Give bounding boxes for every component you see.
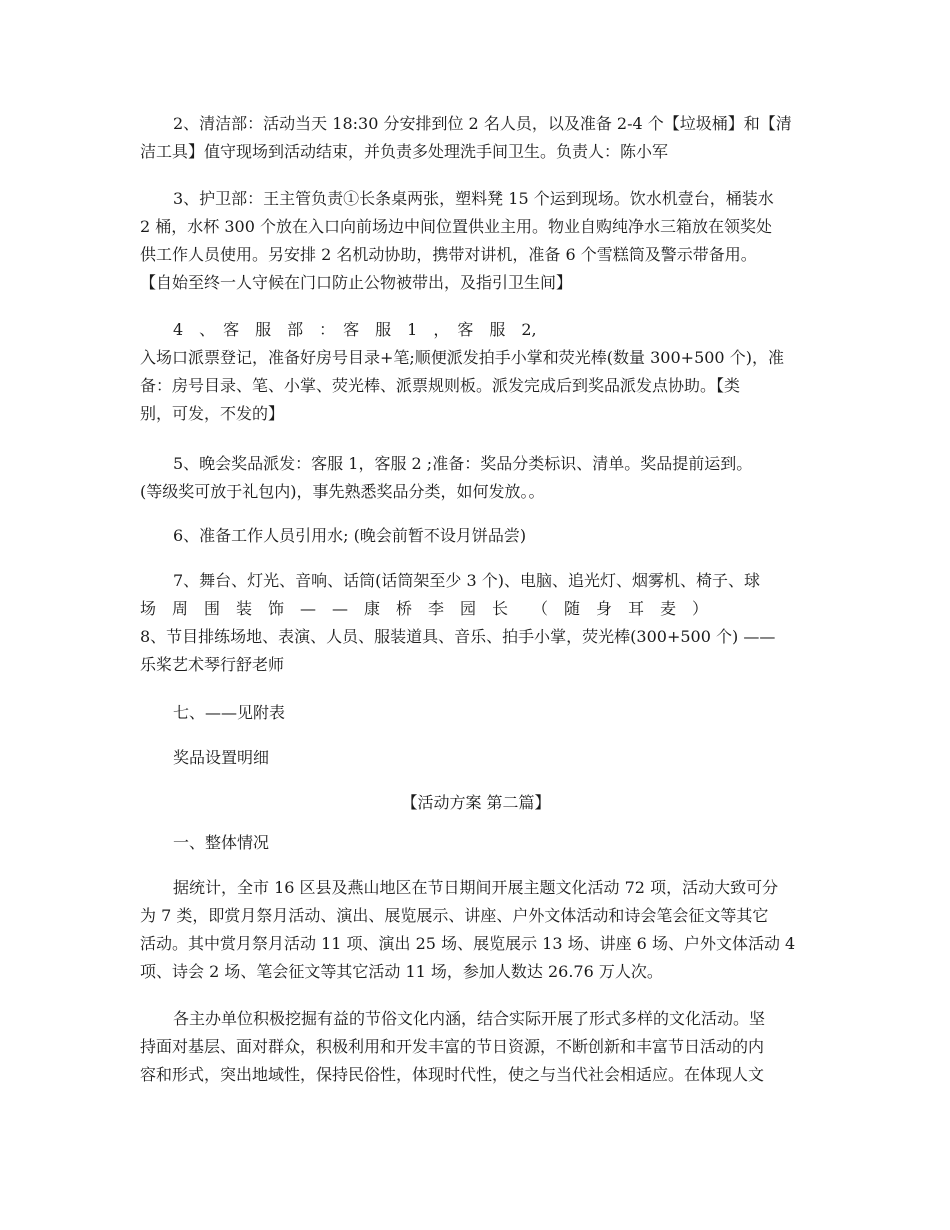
text-line: 各主办单位积极挖掘有益的节俗文化内涵，结合实际开展了形式多样的文化活动。坚 <box>173 1009 766 1028</box>
paragraph-summary <box>140 1005 812 1089</box>
text-line: 2、清洁部：活动当天 18:30 分安排到位 2 名人员，以及准备 2-4 个【垃圾桶】和【清 <box>173 114 792 133</box>
text-line: 4 、 客 服 部 ： 客 服 1 ， 客 服 2, <box>173 320 537 339</box>
text-line: 七、——见附表 <box>173 703 286 722</box>
text-line: 【自始至终一人守候在门口防止公物被带出，及指引卫生间】 <box>140 273 573 292</box>
heading-overview <box>140 829 812 857</box>
paragraph-service-dept <box>140 316 812 428</box>
text-line: 奖品设置明细 <box>173 748 270 767</box>
text-line: 2 桶，水杯 300 个放在入口向前场边中间位置供业主用。物业自购纯净水三箱放在领奖处 <box>140 217 772 236</box>
section-title <box>140 789 812 817</box>
text-line: 5、晚会奖品派发：客服 1，客服 2 ;准备：奖品分类标识、清单。奖品提前运到。 <box>173 454 753 473</box>
paragraph-appendix <box>140 699 812 727</box>
text-line: 项、诗会 2 场、笔会征文等其它活动 11 场，参加人数达 26.76 万人次。 <box>140 962 663 981</box>
text-line: 一、整体情况 <box>173 833 270 852</box>
text-line: 据统计，全市 16 区县及燕山地区在节日期间开展主题文化活动 72 项，活动大致可分 <box>173 878 779 897</box>
text-line: 持面对基层、面对群众，积极利用和开发丰富的节日资源，不断创新和丰富节日活动的内 <box>140 1037 765 1056</box>
paragraph-stage-equipment <box>140 567 812 679</box>
text-line: 场 周 围 装 饰 — — 康 桥 李 园 长 （ 随 身 耳 麦 ） <box>140 599 709 618</box>
text-line: 别，可发，不发的】 <box>140 404 285 423</box>
paragraph-guard-dept <box>140 185 812 297</box>
text-line: 容和形式，突出地域性，保持民俗性，体现时代性，使之与当代社会相适应。在体现人文 <box>140 1065 765 1084</box>
text-line: 备：房号目录、笔、小掌、荧光棒、派票规则板。派发完成后到奖品派发点协助。【类 <box>140 376 741 395</box>
text-line: 洁工具】值守现场到活动结束，并负责多处理洗手间卫生。负责人：陈小军 <box>140 142 669 161</box>
text-line: 供工作人员使用。另安排 2 名机动协助，携带对讲机，准备 6 个雪糕筒及警示带备用。 <box>140 245 757 264</box>
paragraph-prize-detail <box>140 744 812 772</box>
text-line: 6、准备工作人员引用水; (晚会前暂不设月饼品尝) <box>173 526 527 545</box>
text-line: 乐桨艺术琴行舒老师 <box>140 655 285 674</box>
paragraph-statistics <box>140 874 812 986</box>
paragraph-cleaning-dept <box>140 110 812 166</box>
text-line: 7、舞台、灯光、音响、话筒(话筒架至少 3 个)、电脑、追光灯、烟雾机、椅子、球 <box>173 571 761 590</box>
text-line: (等级奖可放于礼包内)，事先熟悉奖品分类，如何发放。。 <box>140 482 545 501</box>
section-title-text: 【活动方案 第二篇】 <box>401 793 551 812</box>
text-line: 8、节目排练场地、表演、人员、服装道具、音乐、拍手小掌，荧光棒(300+500 个) —— <box>140 627 776 646</box>
text-line: 3、护卫部：王主管负责①长条桌两张，塑料凳 15 个运到现场。饮水机壹台，桶装水 <box>173 189 774 208</box>
paragraph-prize-distribution <box>140 450 812 506</box>
paragraph-staff-water <box>140 522 812 550</box>
text-line: 为 7 类，即赏月祭月活动、演出、展览展示、讲座、户外文体活动和诗会笔会征文等其它 <box>140 906 769 925</box>
text-line: 活动。其中赏月祭月活动 11 项、演出 25 场、展览展示 13 场、讲座 6 场、户外文体活动 4 <box>140 934 796 953</box>
text-line: 入场口派票登记，准备好房号目录+笔;顺便派发拍手小掌和荧光棒(数量 300+500 个)，准 <box>140 348 784 367</box>
